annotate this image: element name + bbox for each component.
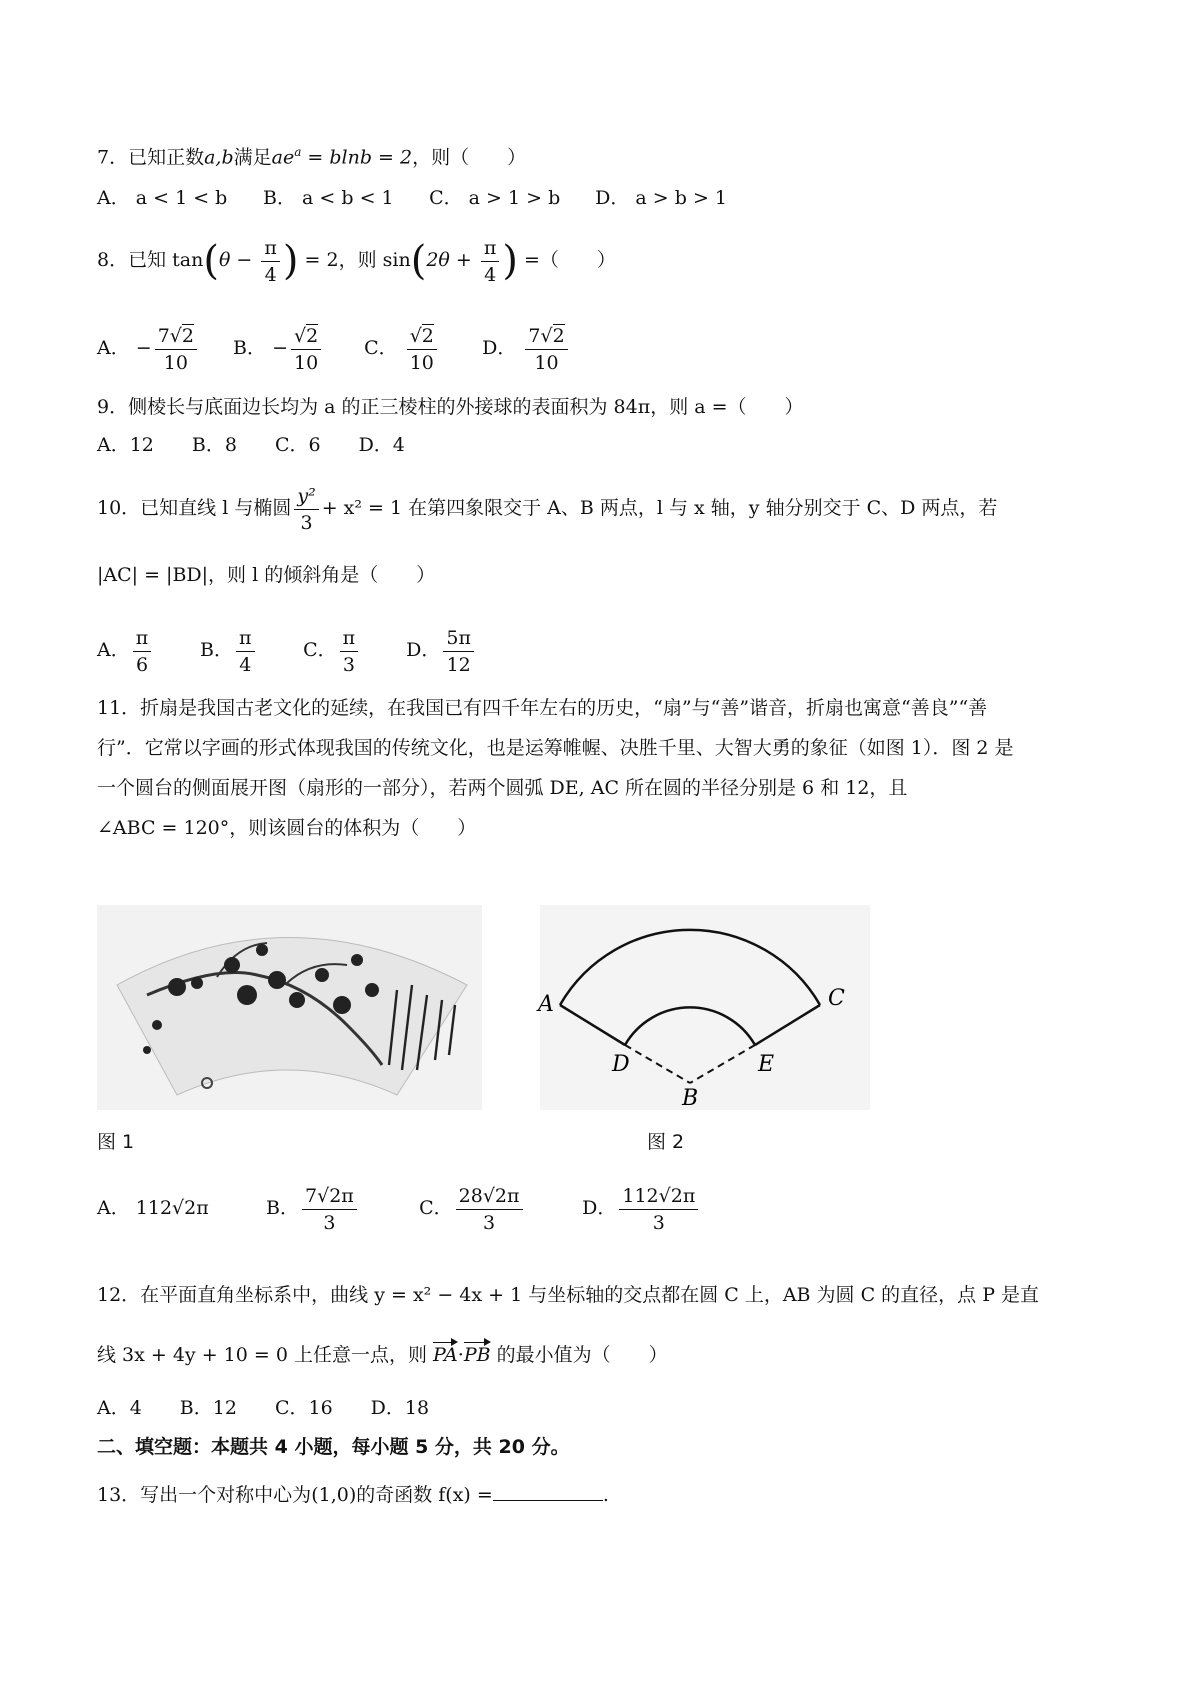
q9-stem: 9．侧棱长与底面边长均为 a 的正三棱柱的外接球的表面积为 84π，则 a =（ ） (97, 396, 804, 418)
label-d: D (612, 1052, 630, 1077)
label-a: A (538, 992, 554, 1017)
q10-option-c[interactable]: C． $\frac{\pi}{3}$ (303, 620, 400, 680)
q7-option-c[interactable]: C． a > 1 > b (429, 187, 561, 209)
q7-option-b[interactable]: B． a < b < 1 (263, 187, 394, 209)
q8-option-d[interactable]: D． $\frac{7√2}{10}$ (482, 318, 571, 378)
q12-stem-line1: 12．在平面直角坐标系中，曲线 y = x² − 4x + 1 与坐标轴的交点都在圆 C 上，AB 为圆 C 的直径，点 P 是直 (97, 1284, 1040, 1306)
label-b: B (682, 1086, 699, 1111)
q8-option-c[interactable]: C． $\frac{√2}{10}$ (364, 318, 476, 378)
q8-options (97, 318, 571, 378)
figure-1-caption: 图 1 (97, 1131, 135, 1153)
q7-option-d[interactable]: D． a > b > 1 (595, 187, 727, 209)
q11-stem-line3: 一个圆台的侧面展开图（扇形的一部分），若两个圆弧 DE, AC 所在圆的半径分别是 6 和 12，且 (97, 777, 908, 799)
q9-options[interactable]: A．12 B．8 C．6 D．4 (97, 434, 405, 456)
section-2-heading: 二、填空题：本题共 4 小题，每小题 5 分，共 20 分。 (97, 1436, 570, 1458)
q10-option-b[interactable]: B． $\frac{\pi}{4}$ (200, 620, 297, 680)
annular-sector-diagram (540, 905, 870, 1110)
q10-option-d[interactable]: D． $\frac{5\pi}{12}$ (406, 620, 477, 680)
q7-option-a[interactable]: A． a < 1 < b (97, 187, 228, 209)
q10-stem-line1: 10．已知直线 l 与椭圆 $\frac{\text{y²}}{3}$ + x² = 1 在第四象限交于 A、B 两点，l 与 x 轴，y 轴分别交于 C、D 两点，若 (97, 484, 998, 534)
q13-answer-blank[interactable] (493, 1482, 603, 1501)
q13-stem: 13．写出一个对称中心为(1,0)的奇函数 f(x) = . (97, 1484, 609, 1506)
q10-stem-line2: |AC| = |BD|，则 l 的倾斜角是（ ） (97, 564, 436, 586)
q8-option-a[interactable]: A． − $\frac{7√2}{10}$ (97, 318, 227, 378)
q7-options (97, 183, 727, 213)
q11-stem-line2: 行”．它常以字画的形式体现我国的传统文化，也是运筹帷幄、决胜千里、大智大勇的象征（如图 1）．图 2 是 (97, 737, 1014, 759)
q11-option-b[interactable]: B． $\frac{7√2\pi}{3}$ (266, 1178, 413, 1238)
figure-2-caption: 图 2 (647, 1131, 685, 1153)
q11-option-a[interactable]: A． 112√2π (97, 1197, 209, 1219)
q8-option-b[interactable]: B． − $\frac{√2}{10}$ (233, 318, 358, 378)
q12-stem-line2: 线 3x + 4y + 10 = 0 上任意一点，则 PA·PB 的最小值为（ ） (97, 1340, 668, 1370)
q11-options (97, 1178, 701, 1238)
q10-option-a[interactable]: A． $\frac{\pi}{6}$ (97, 620, 194, 680)
q11-option-d[interactable]: D． $\frac{112√2\pi}{3}$ (582, 1178, 701, 1238)
label-e: E (758, 1052, 775, 1077)
folding-fan-painting-image (97, 905, 482, 1110)
q8-stem: 8．已知 tan(θ − $\frac{\pi}{4}$ ) = 2，则 sin(2θ + $\frac{\pi}{4}$ ) =（ ） (97, 236, 616, 286)
q11-option-c[interactable]: C． $\frac{28√2\pi}{3}$ (419, 1178, 576, 1238)
q11-stem-line1: 11．折扇是我国古老文化的延续，在我国已有四千年左右的历史，“扇”与“善”谐音，折扇也寓意“善良”“善 (97, 697, 988, 719)
q12-options[interactable]: A．4 B．12 C．16 D．18 (97, 1397, 430, 1419)
q11-stem-line4: ∠ABC = 120°，则该圆台的体积为（ ） (97, 817, 477, 839)
q10-options (97, 620, 477, 680)
label-c: C (828, 986, 845, 1011)
q7-stem: 7．已知正数a,b满足$ae^a = blnb = 2$，则（ ） (97, 145, 527, 169)
